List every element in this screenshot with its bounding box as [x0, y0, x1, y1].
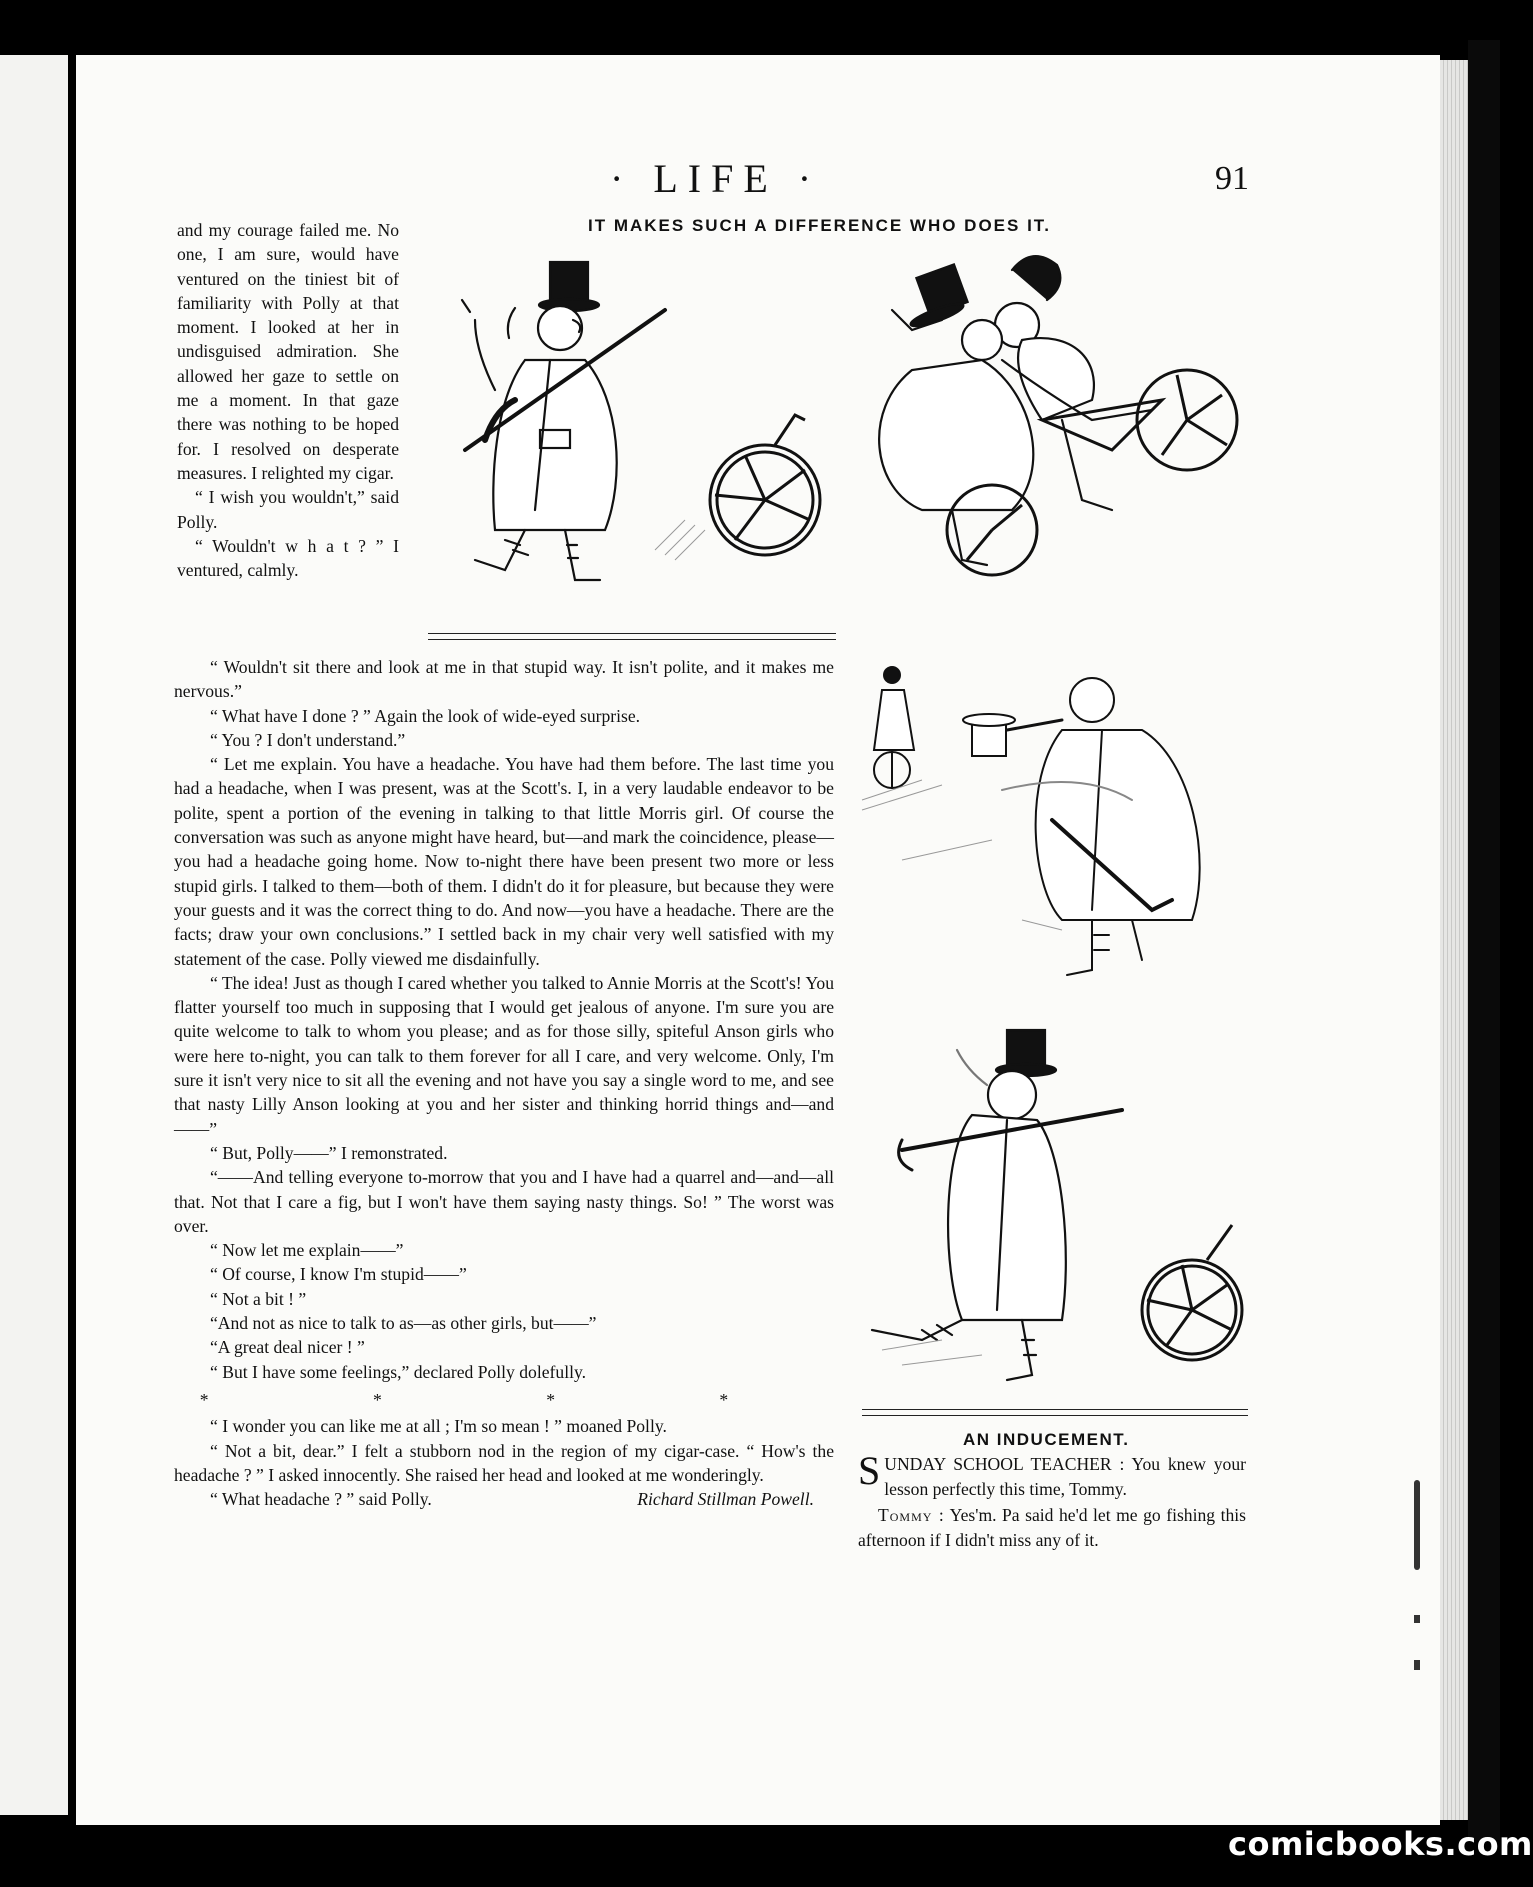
- site-watermark: comicbooks.com: [1228, 1825, 1533, 1863]
- cartoon-hat-tipping-illustration: [862, 660, 1252, 990]
- story-paragraph: “ Wouldn't sit there and look at me in that stupid way. It isn't polite, and it makes me nervous.”: [174, 657, 834, 702]
- joke-text: [858, 1448, 1246, 1554]
- drop-cap-letter: S: [858, 1448, 881, 1493]
- story-wide-column: [174, 655, 834, 1511]
- story-last-line-text: “ What headache ? ” said Polly.: [210, 1489, 432, 1510]
- story-paragraph: “ Wouldn't w h a t ? ” I ventured, calmly.: [177, 535, 399, 581]
- joke-speaker-tommy: Tommy :: [878, 1505, 945, 1525]
- joke-tommy-line: Yes'm. Pa said he'd let me go fishing this afternoon if I didn't miss any of it.: [858, 1505, 1246, 1550]
- page-stack-edge: [1440, 60, 1468, 1820]
- story-paragraph: “And not as nice to talk to as—as other girls, but——”: [210, 1313, 597, 1334]
- story-paragraph: “ What have I done ? ” Again the look of wide-eyed surprise.: [210, 705, 641, 726]
- story-paragraph: “ Of course, I know I'm stupid——”: [210, 1264, 467, 1285]
- story-narrow-column: [177, 218, 399, 582]
- cartoon-title: IT MAKES SUCH A DIFFERENCE WHO DOES IT.: [588, 216, 1052, 235]
- section-break-stars: * * * *: [199, 1389, 809, 1410]
- page-number: 91: [1215, 160, 1249, 197]
- story-paragraph: and my courage failed me. No one, I am sure, would have ventured on the tiniest bit of familiarity with Polly at that moment. I looked at her in undisguised admiration. She allowed her gaze to settle on me a moment. In that gaze there was nothing to be hoped for. I resolved on desperate measures. I relighted my cigar.: [177, 220, 399, 483]
- story-paragraph: “A great deal nicer ! ”: [210, 1337, 365, 1358]
- story-paragraph: “ Now let me explain——”: [210, 1240, 404, 1261]
- joke-title: AN INDUCEMENT.: [963, 1430, 1130, 1449]
- book-spine: [68, 40, 76, 1830]
- binding-mark: [1414, 1660, 1420, 1670]
- divider-rule: [862, 1409, 1248, 1416]
- story-last-line: [174, 1487, 834, 1511]
- author-signature: Richard Stillman Powell.: [637, 1489, 814, 1510]
- joke-speaker-teacher: UNDAY SCHOOL TEACHER :: [884, 1454, 1125, 1474]
- divider-rule: [428, 633, 836, 640]
- story-paragraph: “ I wish you wouldn't,” said Polly.: [177, 487, 399, 532]
- joke-line-tommy: [858, 1503, 1246, 1552]
- binding-mark: [1414, 1480, 1420, 1570]
- joke-teacher-line: You knew your lesson perfectly this time, Tommy.: [884, 1454, 1246, 1499]
- story-paragraph: “ I wonder you can like me at all ; I'm so mean ! ” moaned Polly.: [210, 1416, 667, 1437]
- joke-line-teacher: [858, 1448, 1246, 1501]
- story-paragraph: “ Not a bit, dear.” I felt a stubborn nod in the region of my cigar-case. “ How's the headache ? ” I asked innocently. She raised her head and looked at me wonderingly.: [174, 1440, 834, 1485]
- story-paragraph: “ Not a bit ! ”: [210, 1288, 307, 1309]
- story-paragraph: “ You ? I don't understand.”: [210, 729, 406, 750]
- cartoon-bicycle-collision-illustration: [862, 250, 1252, 610]
- story-paragraph: “ But, Polly——” I remonstrated.: [210, 1142, 448, 1163]
- previous-page-edge: [0, 55, 68, 1815]
- masthead-title: · LIFE ·: [610, 156, 822, 201]
- cartoon-walking-man-illustration: [455, 250, 845, 620]
- scan-border: [1468, 40, 1500, 1840]
- story-paragraph: “ The idea! Just as though I cared whether you talked to Annie Morris at the Scott's! You flatter yourself too much in supposing that I would get jealous of anyone. I'm sure you are quite welcome to talk to whom you please; and as for those silly, spiteful Anson girls who were here to-night, you can talk to them forever for all I care, and very welcome. Only, I'm sure it isn't very nice to sit all the evening and not have you say a single word to me, and see that nasty Lilly Anson looking at you and her sister and thinking horrid things and—and——”: [174, 972, 834, 1139]
- story-paragraph: “ Let me explain. You have a headache. You have had them before. The last time you had a headache, when I was present, was at the Scott's. I, in a very laudable endeavor to be polite, spent a portion of the evening in talking to that little Morris girl. Of course the conversation was such as anyone might have heard, but—and mark the coincidence, please—you had a headache going home. Now to-night there have been present two more or less stupid girls. I talked to them—both of them. I didn't do it for pleasure, but because they were your guests and it was the correct thing to do. And now—you have a headache. There are the facts; draw your own conclusions.” I settled back in my chair very well satisfied with my statement of the case. Polly viewed me disdainfully.: [174, 754, 834, 969]
- story-paragraph: “——And telling everyone to-morrow that you and I have had a quarrel and—and—all that. Not that I care a fig, but I won't have them saying nasty things. So! ” The worst was over.: [174, 1167, 834, 1236]
- story-paragraph: “ But I have some feelings,” declared Polly dolefully.: [210, 1361, 587, 1382]
- cartoon-smoking-man-illustration: [862, 1020, 1252, 1390]
- binding-mark: [1414, 1615, 1420, 1623]
